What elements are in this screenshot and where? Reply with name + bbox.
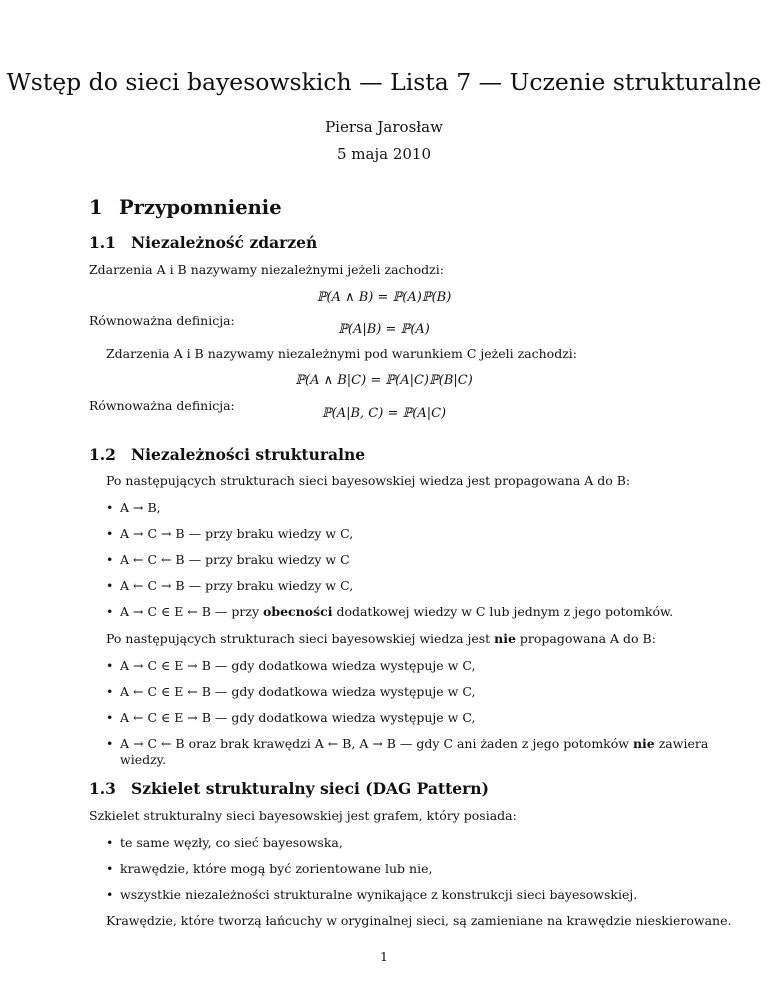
subsection-heading-1-1 <box>89 233 317 252</box>
list-item: • krawędzie, które mogą być zorientowane lub nie, <box>106 861 433 876</box>
document-title: Wstęp do sieci bayesowskich — Lista 7 — Uczenie strukturalne <box>6 68 762 96</box>
paragraph: Szkielet strukturalny sieci bayesowskiej jest grafem, który posiada: <box>89 808 517 823</box>
list-item: • te same węzły, co sieć bayesowska, <box>106 835 343 850</box>
list-item: • A → B, <box>106 500 161 515</box>
list-item-continuation: wiedzy. <box>120 752 167 767</box>
document-author: Piersa Jarosław <box>325 118 443 136</box>
equation-2: ℙ(A|B) = ℙ(A) <box>338 322 430 337</box>
paragraph: Równoważna definicja: <box>89 313 235 328</box>
list-item: • A → C ∈ E ← B — przy obecności dodatkowej wiedzy w C lub jednym z jego potomków. <box>106 604 674 619</box>
list-item: • A ← C ← B — przy braku wiedzy w C <box>106 552 350 567</box>
subsection-number: 1.2 <box>89 445 116 464</box>
list-item: • A ← C ∈ E → B — gdy dodatkowa wiedza występuje w C, <box>106 710 476 725</box>
section-number: 1 <box>89 196 103 219</box>
list-item: • A → C → B — przy braku wiedzy w C, <box>106 526 354 541</box>
subsection-heading-1-2 <box>89 445 365 464</box>
subsection-title: Niezależności strukturalne <box>131 445 366 464</box>
subsection-heading-1-3 <box>89 779 489 798</box>
list-item: • A ← C → B — przy braku wiedzy w C, <box>106 578 354 593</box>
subsection-title: Szkielet strukturalny sieci (DAG Pattern) <box>131 779 489 798</box>
equation-4: ℙ(A|B, C) = ℙ(A|C) <box>321 406 447 421</box>
list-item: • A ← C ∈ E ← B — gdy dodatkowa wiedza występuje w C, <box>106 684 476 699</box>
list-item: • wszystkie niezależności strukturalne wynikające z konstrukcji sieci bayesowskiej. <box>106 887 638 902</box>
paragraph: Zdarzenia A i B nazywamy niezależnymi jeżeli zachodzi: <box>89 262 444 277</box>
paragraph: Po następujących strukturach sieci bayesowskiej wiedza jest nie propagowana A do B: <box>106 631 656 646</box>
paragraph: Równoważna definicja: <box>89 398 235 413</box>
page-number: 1 <box>380 949 388 964</box>
equation-1: ℙ(A ∧ B) = ℙ(A)ℙ(B) <box>316 290 452 305</box>
paragraph: Po następujących strukturach sieci bayesowskiej wiedza jest propagowana A do B: <box>106 473 631 488</box>
subsection-number: 1.3 <box>89 779 116 798</box>
list-item: • A → C ← B oraz brak krawędzi A ← B, A → B — gdy C ani żaden z jego potomków nie zawiera <box>106 736 709 751</box>
equation-3: ℙ(A ∧ B|C) = ℙ(A|C)ℙ(B|C) <box>295 373 473 388</box>
section-heading-1 <box>89 196 282 219</box>
section-title: Przypomnienie <box>119 196 282 219</box>
subsection-number: 1.1 <box>89 233 116 252</box>
paragraph: Krawędzie, które tworzą łańcuchy w oryginalnej sieci, są zamieniane na krawędzie nieskierowane. <box>106 913 732 928</box>
subsection-title: Niezależność zdarzeń <box>131 233 318 252</box>
list-item: • A → C ∈ E → B — gdy dodatkowa wiedza występuje w C, <box>106 658 476 673</box>
paragraph: Zdarzenia A i B nazywamy niezależnymi pod warunkiem C jeżeli zachodzi: <box>106 346 577 361</box>
document-date: 5 maja 2010 <box>336 145 431 163</box>
